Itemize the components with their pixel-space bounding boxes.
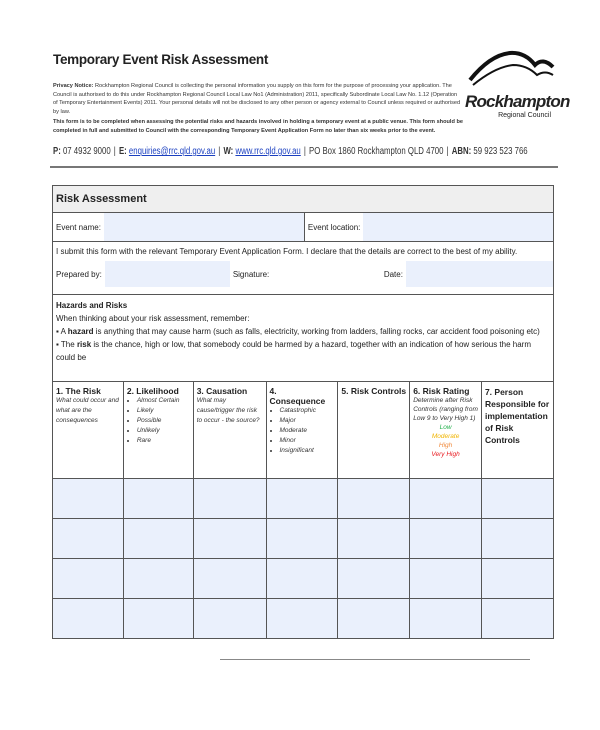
council-logo [465,45,570,125]
list-item: • Likely [137,406,190,416]
address: PO Box 1860 Rockhampton QLD 4700 [309,146,444,157]
column-risk-controls [338,382,410,479]
event-name-field[interactable] [104,213,304,241]
email-label: E: [118,146,127,157]
list-item: • Almost Certain [137,396,190,406]
column-title: 7. Person Responsible for implementation of Risk Controls [484,387,550,445]
logo-subtitle: Regional Council [498,112,551,119]
cell[interactable] [338,519,410,559]
rating-moderate: Moderate [431,433,460,440]
cell[interactable] [410,599,482,639]
hazards-intro: When thinking about your risk assessment, remember: [56,314,250,323]
list-item: • Minor [280,436,335,446]
signature-label: Signature: [232,269,270,279]
column-title: 6. Risk Rating [413,386,470,396]
contact-line [53,146,528,157]
event-location-label: Event location: [304,213,363,241]
cell[interactable] [53,479,124,519]
hazards-title: Hazards and Risks [56,301,128,310]
cell[interactable] [410,479,482,519]
date-label: Date: [383,269,403,279]
column-desc: Determine after Risk Controls (ranging from Low 9 to Very High 1) [413,397,478,422]
column-title: 5. Risk Controls [341,386,407,396]
list-item: • Moderate [280,426,335,436]
cell[interactable] [481,479,553,519]
column-title: 3. Causation [196,386,248,396]
column-risk-rating [410,382,482,479]
rating-high: High [438,442,453,449]
column-title: 1. The Risk [56,386,101,396]
declaration: I submit this form with the relevant Temporary Event Application Form. I declare that the details are correct to the best of my ability. [56,247,518,256]
event-name-label: Event name: [56,222,101,232]
column-consequence [266,382,338,479]
section-title: Risk Assessment [53,186,554,213]
table-row [53,559,554,599]
table-row [53,599,554,639]
text: is the chance, high or low, that somebody could be harmed by a hazard, together with an indication of how serious the harm could be [56,340,531,362]
abn-label: ABN: [451,146,472,157]
cell[interactable] [53,599,124,639]
mountain-logo-icon [465,45,555,95]
risk-assessment-table [52,185,554,639]
rating-low: Low [439,424,452,431]
privacy-notice [53,82,463,116]
cell[interactable] [193,519,266,559]
cell[interactable] [481,519,553,559]
column-likelihood [123,382,193,479]
cell[interactable] [193,559,266,599]
column-causation [193,382,266,479]
text: risk [76,340,92,349]
cell[interactable] [193,599,266,639]
cell[interactable] [123,519,193,559]
cell[interactable] [338,559,410,599]
phone-label: P: [53,146,61,157]
privacy-label: Privacy Notice: [53,83,94,89]
cell[interactable] [53,559,124,599]
column-desc: What may cause/trigger the risk to occur - the source? [196,397,260,424]
footer-divider [220,659,530,660]
list-item: • Unlikely [137,426,190,436]
cell[interactable] [481,599,553,639]
privacy-text: Rockhampton Regional Council is collecting the personal information you supply on this form for the purpose of processing your application. The Council is authorised to do this under Rockhampton Regional Council Local Law No1 (Administration) 2011, specifically Subordinate Local Law No. 1.12 (Operation of Temporary Entertainment Events) 2011. Your personal details will not be disclosed to any other person or agency external to Council unless required or authorised by law. [53,83,461,115]
separator: | [113,146,116,157]
text: hazard [67,327,94,336]
column-desc: What could occur and what are the consequences [56,397,119,424]
column-title: 2. Likelihood [126,386,179,396]
table-row [53,479,554,519]
email-link[interactable]: enquiries@rrc.qld.gov.au [128,146,216,157]
cell[interactable] [123,599,193,639]
cell[interactable] [338,599,410,639]
web-label: W: [223,146,234,157]
cell[interactable] [123,479,193,519]
likelihood-list [127,396,190,446]
prepared-by-label: Prepared by: [56,269,102,279]
column-risk [53,382,124,479]
column-header-row [53,382,554,479]
separator: | [446,146,449,157]
list-item: • Possible [137,416,190,426]
page-title: Temporary Event Risk Assessment [53,52,269,67]
column-title: 4. Consequence [269,386,326,406]
cell[interactable] [410,519,482,559]
instructions: This form is to be completed when assessing the potential risks and hazards involved in holding a temporary event at a public venue. This form should be completed in full and submitted to Council with the corresponding Temporary Event Application Form no later than six weeks prior to the event. [53,119,463,134]
separator: | [218,146,221,157]
consequence-list [270,406,335,456]
hazard-bullet: ▪ A hazard is anything that may cause harm (such as falls, electricity, working from ladders, falling rocks, car accident food poisoning etc) [56,327,540,336]
cell[interactable] [53,519,124,559]
cell[interactable] [266,559,338,599]
list-item: • Major [280,416,335,426]
list-item: • Catastrophic [280,406,335,416]
cell[interactable] [266,599,338,639]
cell[interactable] [266,479,338,519]
table-row [53,519,554,559]
divider [50,166,558,168]
risk-bullet: ▪ The risk is the chance, high or low, that somebody could be harmed by a hazard, together with an indication of how serious the harm could be [56,340,531,362]
date-field[interactable] [406,261,553,287]
column-person-responsible [481,382,553,479]
cell[interactable] [338,479,410,519]
cell[interactable] [266,519,338,559]
phone: 07 4932 9000 [62,146,111,157]
text: A [60,327,68,336]
cell[interactable] [410,559,482,599]
logo-name: Rockhampton [465,92,570,111]
text: is anything that may cause harm (such as falls, electricity, working from ladders, falling rocks, car accident food poisoning etc) [93,327,540,336]
event-location-field[interactable] [363,213,553,241]
list-item: • Rare [137,436,190,446]
abn: 59 923 523 766 [473,146,528,157]
rating-very-high: Very High [431,451,460,458]
separator: | [303,146,306,157]
cell[interactable] [193,479,266,519]
text: The [60,340,77,349]
web-link[interactable]: www.rrc.qld.gov.au [235,146,301,157]
cell[interactable] [123,559,193,599]
cell[interactable] [481,559,553,599]
prepared-by-field[interactable] [105,261,230,287]
list-item: • Insignificant [280,446,335,456]
